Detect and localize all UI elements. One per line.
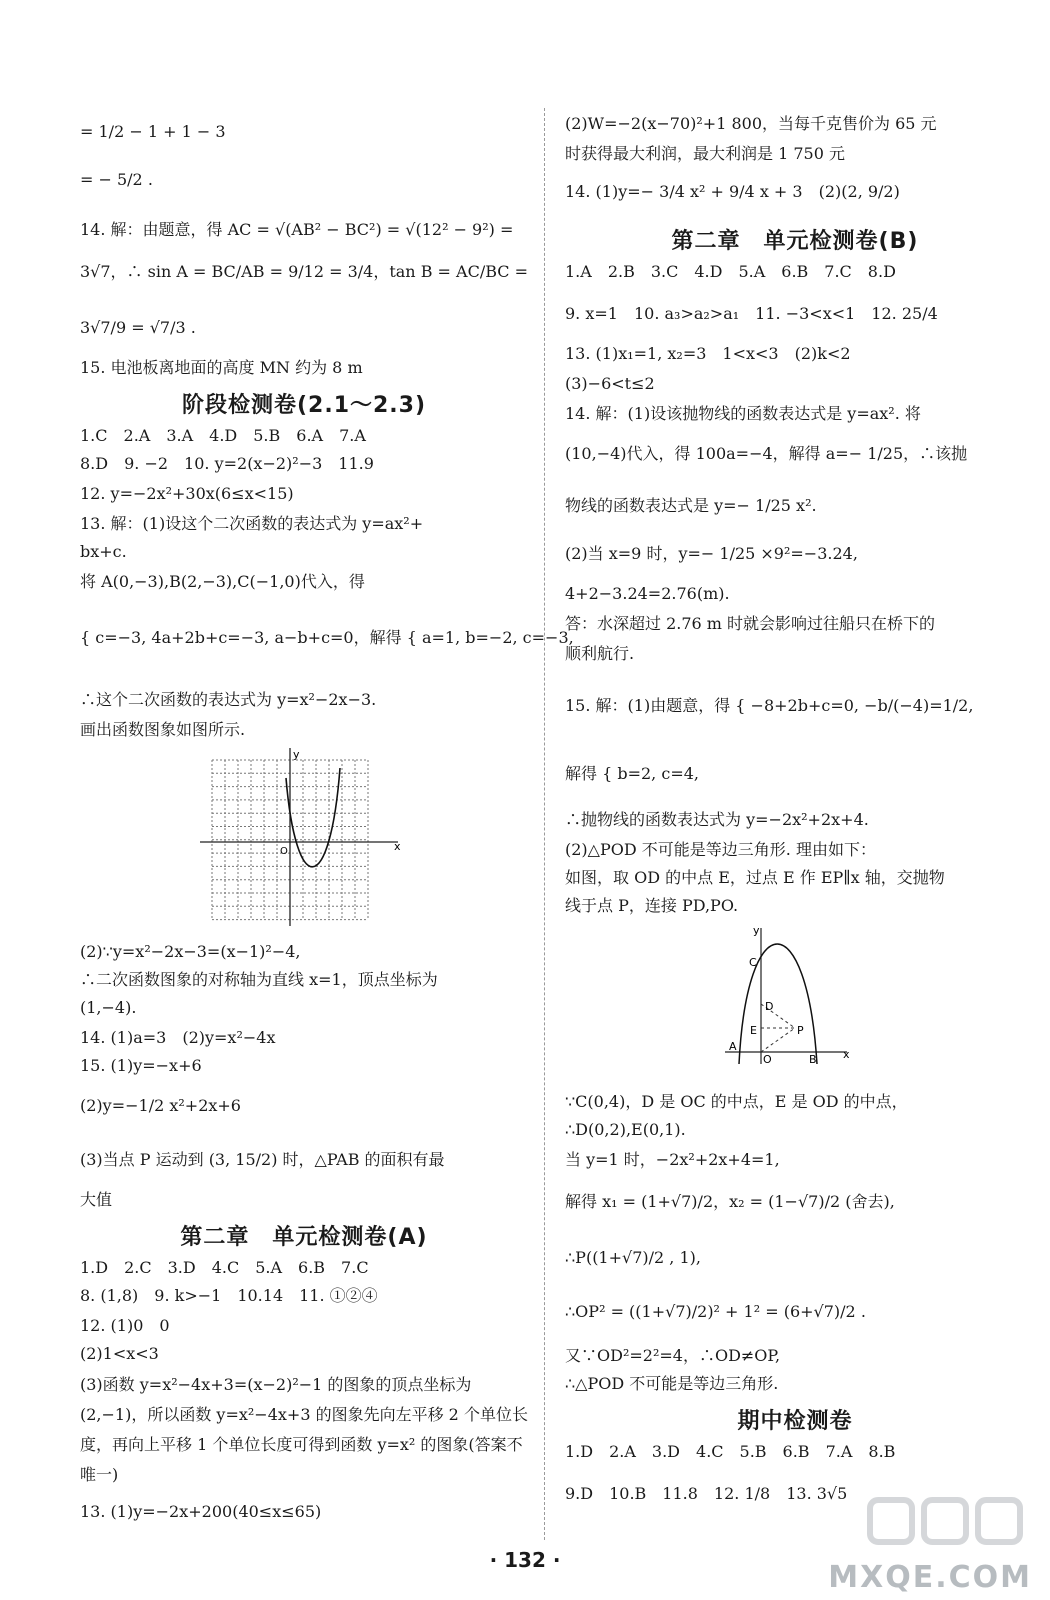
answer-line: (2)1<x<3 [80, 1344, 159, 1363]
text-line: 4+2−3.24=2.76(m). [565, 584, 730, 603]
answer-line: 9. x=1 10. a₃>a₂>a₁ 11. −3<x<1 12. 25/4 [565, 304, 938, 323]
text-line: 3√7，∴ sin A = BC/AB = 9/12 = 3/4，tan B = AC/BC = [80, 262, 529, 281]
text-line: 14. (1)y=− 3/4 x² + 9/4 x + 3 (2)(2, 9/2) [565, 182, 900, 201]
text-line: 大值 [80, 1190, 113, 1209]
x-axis-label: x [843, 1048, 850, 1061]
y-axis-label: y [293, 748, 300, 761]
equation-system: { c=−3, 4a+2b+c=−3, a−b+c=0，解得 { a=1, b=−2, c=−3, [80, 628, 574, 647]
text-line: 线于点 P，连接 PD,PO. [565, 896, 739, 915]
text-line: (2)∵y=x²−2x−3=(x−1)²−4, [80, 942, 301, 961]
point-label-e: E [750, 1024, 757, 1037]
parabola-curve [286, 768, 340, 867]
point-label-p: P [797, 1024, 804, 1037]
section-title: 阶段检测卷(2.1～2.3) [181, 393, 427, 418]
text-line: 3√7/9 = √7/3 . [80, 318, 196, 337]
answer-line: 13. (1)y=−2x+200(40≤x≤65) [80, 1502, 322, 1521]
section-title: 期中检测卷 [737, 1409, 853, 1434]
text-line: 15. (1)y=−x+6 [80, 1056, 202, 1075]
answer-line: 12. (1)0 0 [80, 1316, 170, 1335]
text-line: 又∵OD²=2²=4，∴OD≠OP, [565, 1346, 781, 1365]
text-line: 答：水深超过 2.76 m 时就会影响过往船只在桥下的 [565, 614, 936, 633]
text-line: ∴P((1+√7)/2 , 1), [565, 1248, 701, 1267]
text-line: bx+c. [80, 542, 127, 561]
section-title: 第二章 单元检测卷(A) [180, 1225, 428, 1250]
point-label-c: C [749, 956, 757, 969]
text-line: ∴这个二次函数的表达式为 y=x²−2x−3. [80, 690, 377, 709]
text-line: 14. 解：(1)设该抛物线的函数表达式是 y=ax². 将 [565, 404, 921, 423]
text-line: 14. (1)a=3 (2)y=x²−4x [80, 1028, 276, 1047]
equation-system: 解得 { b=2, c=4, [565, 764, 699, 783]
text-line: 顺利航行. [565, 644, 635, 663]
answer-line: 1.C 2.A 3.A 4.D 5.B 6.A 7.A [80, 426, 366, 445]
point-label-b: B [809, 1053, 817, 1066]
answer-line: 1.A 2.B 3.C 4.D 5.A 6.B 7.C 8.D [565, 262, 896, 281]
text-line: ∴抛物线的函数表达式为 y=−2x²+2x+4. [565, 810, 869, 829]
point-label-a: A [729, 1040, 737, 1053]
text-line: ∴OP² = ((1+√7)/2)² + 1² = (6+√7)/2 . [565, 1302, 866, 1321]
text-line: 14. 解：由题意，得 AC = √(AB² − BC²) = √(12² − 9²) = [80, 220, 514, 239]
text-line: 13. 解：(1)设这个二次函数的表达式为 y=ax²+ [80, 514, 424, 533]
answer-line: 12. y=−2x²+30x(6≤x<15) [80, 484, 294, 503]
text-line: 物线的函数表达式是 y=− 1/25 x². [565, 496, 817, 515]
text-line: (3)当点 P 运动到 (3, 15/2) 时，△PAB 的面积有最 [80, 1150, 445, 1169]
text-line: (2)△POD 不可能是等边三角形. 理由如下： [565, 840, 876, 859]
text-line: (1,−4). [80, 998, 137, 1017]
x-axis-label: x [394, 840, 401, 853]
answer-line: (3)−6<t≤2 [565, 374, 655, 393]
origin-label: O [280, 846, 288, 857]
point-label-d: D [765, 1000, 774, 1013]
segment-po [761, 1028, 795, 1052]
parabola-graph-1 [200, 748, 460, 930]
text-line: (2)W=−2(x−70)²+1 800，当每千克售价为 65 元 [565, 114, 937, 133]
section-title: 第二章 单元检测卷(B) [671, 229, 919, 254]
text-line: ∴△POD 不可能是等边三角形. [565, 1374, 779, 1393]
answer-line: 9.D 10.B 11.8 12. 1/8 13. 3√5 [565, 1484, 848, 1503]
point-label-o: O [763, 1053, 772, 1066]
text-line: (10,−4)代入，得 100a=−4，解得 a=− 1/25，∴该抛 [565, 444, 968, 463]
answer-line: 1.D 2.C 3.D 4.C 5.A 6.B 7.C [80, 1258, 369, 1277]
text-line: 将 A(0,−3),B(2,−3),C(−1,0)代入，得 [80, 572, 365, 591]
text-line: = 1/2 − 1 + 1 − 3 [80, 122, 226, 141]
text-line: 画出函数图象如图所示. [80, 720, 246, 739]
answer-line: 8. (1,8) 9. k>−1 10.14 11. ①②④ [80, 1286, 378, 1305]
answer-line: 13. (1)x₁=1, x₂=3 1<x<3 (2)k<2 [565, 344, 851, 363]
text-line: 15. 电池板离地面的高度 MN 约为 8 m [80, 358, 363, 377]
text-line: 解得 x₁ = (1+√7)/2，x₂ = (1−√7)/2 (舍去), [565, 1192, 895, 1211]
parabola-graph-2 [725, 924, 855, 1066]
text-line: ∵C(0,4)，D 是 OC 的中点，E 是 OD 的中点， [565, 1092, 908, 1111]
text-line: (2)y=−1/2 x²+2x+6 [80, 1096, 241, 1115]
answer-line: 8.D 9. −2 10. y=2(x−2)²−3 11.9 [80, 454, 374, 473]
text-line: ∴D(0,2),E(0,1). [565, 1120, 686, 1139]
watermark-text: MXQE.COM [828, 1560, 1032, 1595]
y-axis-label: y [753, 924, 760, 937]
text-line: 当 y=1 时，−2x²+2x+4=1, [565, 1150, 780, 1169]
text-line: = − 5/2 . [80, 170, 153, 189]
text-line: (2)当 x=9 时，y=− 1/25 ×9²=−3.24, [565, 544, 858, 563]
column-divider [544, 108, 545, 1540]
text-line: ∴二次函数图象的对称轴为直线 x=1，顶点坐标为 [80, 970, 438, 989]
text-line: 时获得最大利润，最大利润是 1 750 元 [565, 144, 845, 163]
equation-system: 15. 解：(1)由题意，得 { −8+2b+c=0, −b/(−4)=1/2, [565, 696, 974, 715]
text-line: 如图，取 OD 的中点 E，过点 E 作 EP∥x 轴，交抛物 [565, 868, 945, 887]
answer-line: 1.D 2.A 3.D 4.C 5.B 6.B 7.A 8.B [565, 1442, 896, 1461]
page-number: · 132 · [489, 1548, 561, 1572]
text-paragraph: (3)函数 y=x²−4x+3=(x−2)²−1 的图象的顶点坐标为(2,−1)，所以函数 y=x²−4x+3 的图象先向左平移 2 个单位长度，再向上平移 1 个单位长度可得到函数 y=x² 的图象(答案不唯一) [80, 1375, 528, 1484]
